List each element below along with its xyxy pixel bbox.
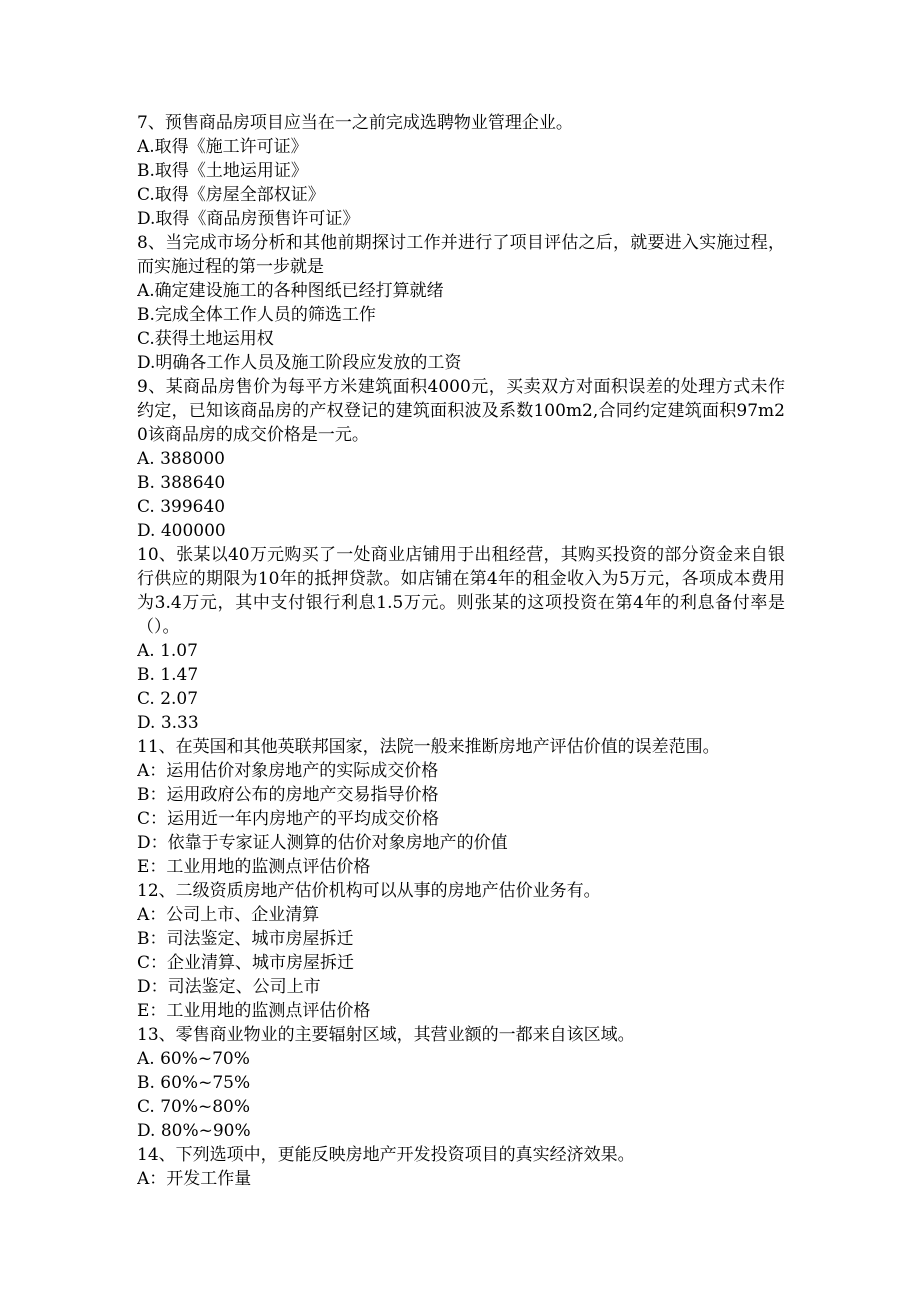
- option-c: C.获得土地运用权: [137, 329, 274, 349]
- option-b: B. 60%~75%: [137, 1073, 251, 1093]
- question-stem: 12、二级资质房地产估价机构可以从事的房地产估价业务有。: [137, 881, 601, 901]
- question-stem: 7、预售商品房项目应当在一之前完成选聘物业管理企业。: [137, 113, 573, 133]
- option-d: D.取得《商品房预售许可证》: [137, 209, 360, 229]
- option-list: [137, 639, 785, 735]
- option-c: C. 399640: [137, 497, 226, 517]
- option-d: D：依靠于专家证人测算的估价对象房地产的价值: [137, 833, 508, 853]
- option-b: B. 1.47: [137, 665, 199, 685]
- option-a: A. 1.07: [137, 641, 198, 661]
- option-d: D.明确各工作人员及施工阶段应发放的工资: [137, 353, 462, 373]
- option-list: [137, 135, 785, 231]
- option-a: A. 60%~70%: [137, 1049, 250, 1069]
- option-b: B：司法鉴定、城市房屋拆迁: [137, 929, 354, 949]
- option-a: A. 388000: [137, 449, 225, 469]
- option-c: C. 2.07: [137, 689, 199, 709]
- option-b: B.完成全体工作人员的筛选工作: [137, 305, 376, 325]
- question-stem: 11、在英国和其他英联邦国家，法院一般来推断房地产评估价值的误差范围。: [137, 737, 720, 757]
- option-a: A.取得《施工许可证》: [137, 137, 308, 157]
- option-b: B：运用政府公布的房地产交易指导价格: [137, 785, 439, 805]
- document-page: [137, 111, 785, 1191]
- question-stem: 10、张某以40万元购买了一处商业店铺用于出租经营，其购买投资的部分资金来自银行供应的期限为10年的抵押贷款。如店铺在第4年的租金收入为5万元，各项成本费用为3.4万元，其中支付银行利息1.5万元。则张某的这项投资在第4年的利息备付率是（）。: [137, 545, 785, 637]
- option-c: C. 70%~80%: [137, 1097, 251, 1117]
- option-list: [137, 759, 785, 879]
- option-a: A：公司上市、企业清算: [137, 905, 320, 925]
- question-7: [137, 111, 785, 231]
- question-11: [137, 735, 785, 879]
- option-list: [137, 279, 785, 375]
- option-b: B.取得《土地运用证》: [137, 161, 308, 181]
- question-8: [137, 231, 785, 375]
- option-a: A：运用估价对象房地产的实际成交价格: [137, 761, 439, 781]
- question-stem: 8、当完成市场分析和其他前期探讨工作并进行了项目评估之后，就要进入实施过程，而实施过程的第一步就是: [137, 233, 785, 277]
- option-d: D. 400000: [137, 521, 226, 541]
- question-10: [137, 543, 785, 735]
- option-c: C：企业清算、城市房屋拆迁: [137, 953, 355, 973]
- question-stem: 14、下列选项中，更能反映房地产开发投资项目的真实经济效果。: [137, 1145, 635, 1165]
- option-c: C：运用近一年内房地产的平均成交价格: [137, 809, 440, 829]
- question-9: [137, 375, 785, 543]
- option-a: A：开发工作量: [137, 1169, 252, 1189]
- option-d: D. 80%~90%: [137, 1121, 251, 1141]
- option-c: C.取得《房屋全部权证》: [137, 185, 325, 205]
- option-list: [137, 1167, 785, 1191]
- option-list: [137, 1047, 785, 1143]
- option-d: D：司法鉴定、公司上市: [137, 977, 321, 997]
- option-e: E：工业用地的监测点评估价格: [137, 1001, 371, 1021]
- option-b: B. 388640: [137, 473, 226, 493]
- option-list: [137, 903, 785, 1023]
- question-14: [137, 1143, 785, 1191]
- question-12: [137, 879, 785, 1023]
- question-stem: 13、零售商业物业的主要辐射区域，其营业额的一都来自该区域。: [137, 1025, 635, 1045]
- option-d: D. 3.33: [137, 713, 199, 733]
- option-list: [137, 447, 785, 543]
- question-13: [137, 1023, 785, 1143]
- question-stem: 9、某商品房售价为每平方米建筑面积4000元，买卖双方对面积误差的处理方式未作约定，已知该商品房的产权登记的建筑面积波及系数100m2,合同约定建筑面积97m20该商品房的成交价格是一元。: [137, 377, 785, 445]
- option-a: A.确定建设施工的各种图纸已经打算就绪: [137, 281, 444, 301]
- option-e: E：工业用地的监测点评估价格: [137, 857, 371, 877]
